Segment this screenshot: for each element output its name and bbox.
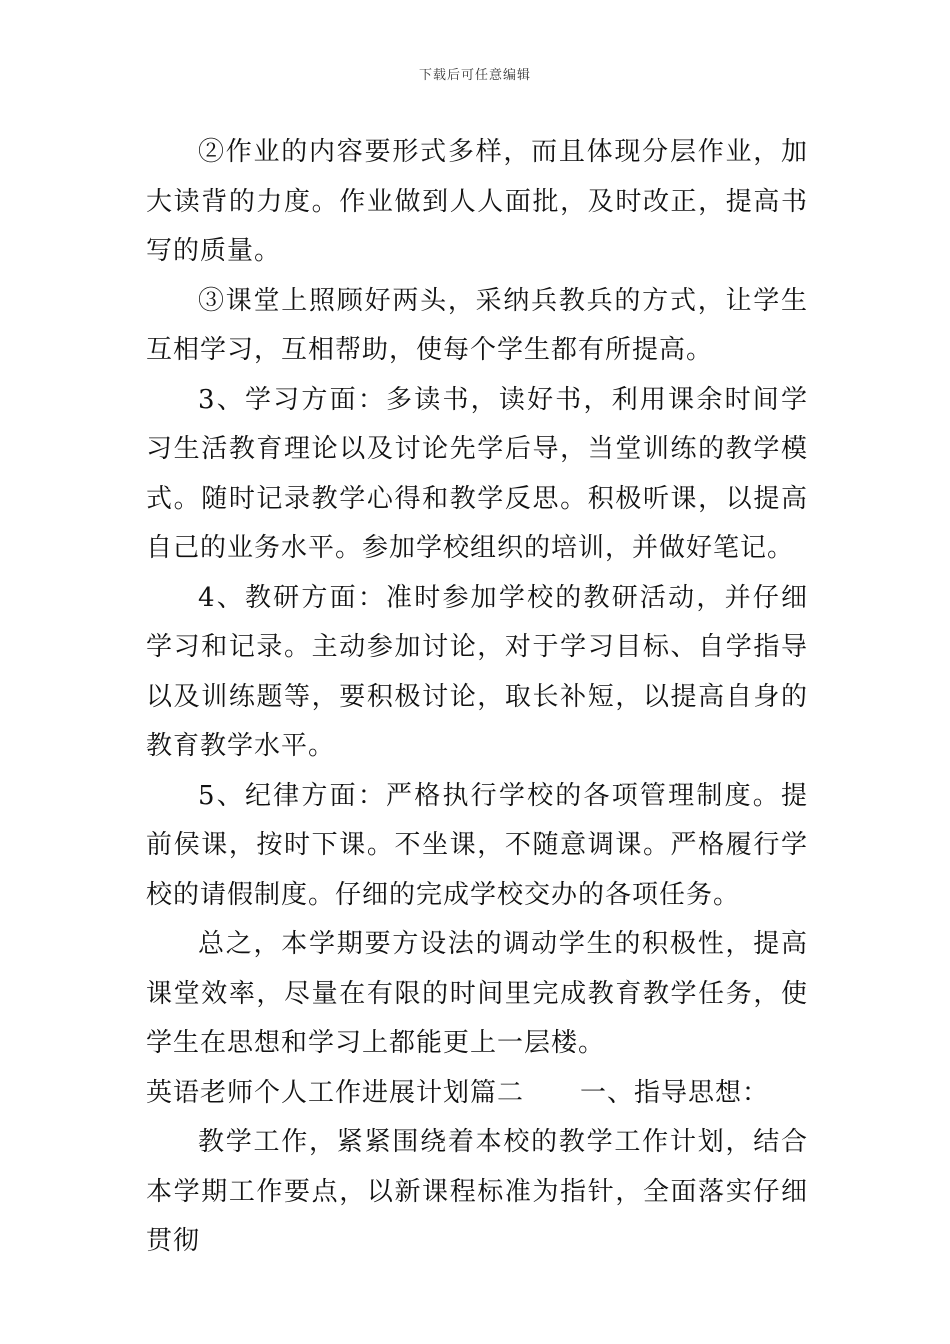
paragraph-homework: ②作业的内容要形式多样，而且体现分层作业，加大读背的力度。作业做到人人面批，及时改正，提高书写的质量。 — [146, 137, 808, 266]
paragraph-classroom: ③课堂上照顾好两头，采纳兵教兵的方式，让学生互相学习，互相帮助，使每个学生都有所提高。 — [146, 285, 808, 365]
document-body — [146, 128, 808, 1267]
page-header: 下载后可任意编辑 — [418, 68, 531, 83]
paragraph-discipline: 5、纪律方面：严格执行学校的各项管理制度。提前侯课，按时下课。不坐课，不随意调课。严格履行学校的请假制度。仔细的完成学校交办的各项任务。 — [146, 780, 808, 910]
section-heading — [146, 1069, 808, 1119]
paragraph-study: 3、学习方面：多读书，读好书，利用课余时间学习生活教育理论以及讨论先学后导，当堂训练的教学模式。随时记录教学心得和教学反思。积极听课，以提高自己的业务水平。参加学校组织的培训，并做好笔记。 — [146, 384, 808, 563]
paragraph-teaching: 教学工作，紧紧围绕着本校的教学工作计划，结合本学期工作要点，以新课程标准为指针，全面落实仔细贯彻 — [146, 1127, 808, 1256]
paragraph-summary: 总之，本学期要方设法的调动学生的积极性，提高课堂效率，尽量在有限的时间里完成教育教学任务，使学生在思想和学习上都能更上一层楼。 — [146, 929, 808, 1058]
section-title: 英语老师个人工作进展计划篇二 — [146, 1077, 525, 1108]
section-subtitle: 一、指导思想： — [580, 1077, 770, 1108]
paragraph-research: 4、教研方面：准时参加学校的教研活动，并仔细学习和记录。主动参加讨论，对于学习目标、自学指导以及训练题等，要积极讨论，取长补短，以提高自身的教育教学水平。 — [146, 582, 808, 761]
